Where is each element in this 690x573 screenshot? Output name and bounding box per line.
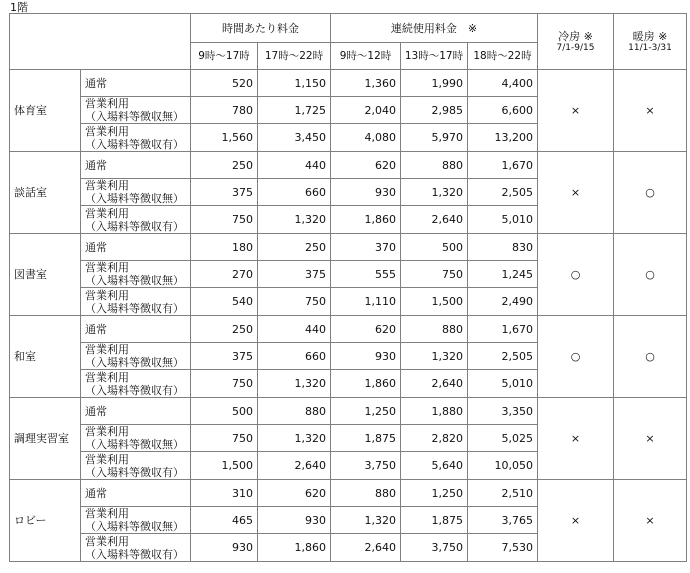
fee-value: 1,860 [258, 534, 331, 562]
usage-category-main: 通常 [85, 158, 107, 172]
table-row [10, 480, 687, 507]
col-header-hourly-9-17: 9時～17時 [191, 43, 258, 70]
usage-category-note: （入場料等徴収無） [85, 438, 184, 451]
fee-value: 1,670 [468, 152, 538, 179]
usage-category-main: 通常 [85, 486, 107, 500]
cooling-availability: × [538, 480, 614, 562]
heating-label: 暖房 ※ [632, 29, 668, 43]
fee-value: 1,150 [258, 70, 331, 97]
fee-value: 540 [191, 288, 258, 316]
fee-value: 1,320 [258, 370, 331, 398]
heating-availability: × [614, 480, 687, 562]
heating-availability: ○ [614, 152, 687, 234]
fee-value: 7,530 [468, 534, 538, 562]
fee-value: 930 [258, 507, 331, 534]
fee-value: 500 [191, 398, 258, 425]
fee-value: 2,640 [331, 534, 401, 562]
facility-name: ロビー [10, 480, 81, 562]
fee-value: 6,600 [468, 97, 538, 124]
usage-category-note: （入場料等徴収無） [85, 520, 184, 533]
fee-value: 2,505 [468, 343, 538, 370]
usage-category-note: （入場料等徴収有） [85, 465, 184, 479]
heating-period: 11/1-3/31 [628, 42, 672, 53]
fee-value: 555 [331, 261, 401, 288]
fee-value: 2,510 [468, 480, 538, 507]
table-row [10, 316, 687, 343]
usage-category [81, 234, 191, 261]
usage-category-main: 営業利用 [85, 534, 129, 548]
usage-category-note: （入場料等徴収無） [85, 274, 184, 287]
heating-header [614, 14, 687, 70]
usage-category-main: 通常 [85, 322, 107, 336]
usage-category-note: （入場料等徴収無） [85, 356, 184, 369]
fee-value: 1,110 [331, 288, 401, 316]
fee-value: 620 [331, 152, 401, 179]
facility-name: 調理実習室 [10, 398, 81, 480]
continuous-fee-header: 連続使用料金 ※ [331, 14, 538, 43]
heating-availability: ○ [614, 316, 687, 398]
fee-value: 930 [331, 179, 401, 206]
fee-value: 2,820 [401, 425, 468, 452]
fee-value: 270 [191, 261, 258, 288]
fee-value: 750 [191, 370, 258, 398]
fee-value: 2,985 [401, 97, 468, 124]
fee-value: 1,880 [401, 398, 468, 425]
fee-value: 1,670 [468, 316, 538, 343]
fee-value: 930 [191, 534, 258, 562]
fee-value: 880 [401, 316, 468, 343]
fee-value: 620 [258, 480, 331, 507]
fee-value: 370 [331, 234, 401, 261]
fee-value: 780 [191, 97, 258, 124]
usage-category [81, 480, 191, 507]
fee-value: 180 [191, 234, 258, 261]
facility-name: 体育室 [10, 70, 81, 152]
fee-value: 500 [401, 234, 468, 261]
fee-value: 4,400 [468, 70, 538, 97]
cooling-availability: × [538, 70, 614, 152]
fee-value: 2,505 [468, 179, 538, 206]
usage-category [81, 425, 191, 452]
usage-category [81, 70, 191, 97]
usage-category-main: 営業利用 [85, 370, 129, 384]
fee-value: 310 [191, 480, 258, 507]
fee-value: 250 [191, 316, 258, 343]
fee-value: 2,490 [468, 288, 538, 316]
fee-value: 250 [258, 234, 331, 261]
fee-value: 3,765 [468, 507, 538, 534]
fee-value: 1,320 [401, 343, 468, 370]
usage-category [81, 288, 191, 316]
fee-value: 3,350 [468, 398, 538, 425]
fee-value: 375 [191, 179, 258, 206]
fee-value: 5,010 [468, 370, 538, 398]
cooling-availability: × [538, 152, 614, 234]
cooling-availability: ○ [538, 234, 614, 316]
facility-name: 和室 [10, 316, 81, 398]
usage-category [81, 179, 191, 206]
usage-category [81, 370, 191, 398]
fee-value: 930 [331, 343, 401, 370]
fee-value: 3,450 [258, 124, 331, 152]
fee-value: 750 [401, 261, 468, 288]
fee-value: 10,050 [468, 452, 538, 480]
corner-cell [10, 14, 191, 70]
fee-value: 4,080 [331, 124, 401, 152]
fee-value: 1,250 [331, 398, 401, 425]
fee-value: 2,640 [258, 452, 331, 480]
fee-value: 1,320 [258, 425, 331, 452]
table-row [10, 398, 687, 425]
floor-label: 1階 [10, 1, 28, 14]
fee-value: 250 [191, 152, 258, 179]
usage-category-main: 営業利用 [85, 343, 129, 356]
fee-value: 660 [258, 343, 331, 370]
fee-value: 660 [258, 179, 331, 206]
cooling-availability: ○ [538, 316, 614, 398]
fee-value: 1,320 [258, 206, 331, 234]
fee-value: 3,750 [331, 452, 401, 480]
fee-value: 1,360 [331, 70, 401, 97]
fee-value: 520 [191, 70, 258, 97]
fee-value: 2,040 [331, 97, 401, 124]
usage-category [81, 398, 191, 425]
col-header-cont-9-12: 9時～12時 [331, 43, 401, 70]
fee-value: 1,860 [331, 370, 401, 398]
table-row [10, 234, 687, 261]
usage-category [81, 534, 191, 562]
fee-value: 750 [258, 288, 331, 316]
usage-category-main: 通常 [85, 404, 107, 418]
fee-value: 1,320 [331, 507, 401, 534]
fee-value: 1,560 [191, 124, 258, 152]
usage-category-main: 営業利用 [85, 507, 129, 520]
usage-category-main: 営業利用 [85, 261, 129, 274]
fee-value: 620 [331, 316, 401, 343]
table-row [10, 70, 687, 97]
fee-value: 1,500 [401, 288, 468, 316]
usage-category-main: 営業利用 [85, 97, 129, 110]
usage-category-main: 営業利用 [85, 124, 129, 138]
fee-value: 1,245 [468, 261, 538, 288]
fee-value: 1,320 [401, 179, 468, 206]
hourly-fee-header: 時間あたり料金 [191, 14, 331, 43]
fee-value: 880 [258, 398, 331, 425]
fee-value: 5,010 [468, 206, 538, 234]
usage-category-main: 通常 [85, 240, 107, 254]
usage-category-note: （入場料等徴収有） [85, 137, 184, 151]
cooling-label: 冷房 ※ [558, 29, 593, 43]
fee-value: 5,970 [401, 124, 468, 152]
fee-value: 465 [191, 507, 258, 534]
fee-value: 880 [401, 152, 468, 179]
usage-category-main: 通常 [85, 76, 107, 90]
usage-category-main: 営業利用 [85, 179, 129, 192]
usage-category-note: （入場料等徴収無） [85, 192, 184, 205]
fee-value: 375 [258, 261, 331, 288]
fee-value: 440 [258, 316, 331, 343]
usage-category-main: 営業利用 [85, 206, 129, 220]
heating-availability: ○ [614, 234, 687, 316]
usage-category [81, 124, 191, 152]
usage-category [81, 507, 191, 534]
cooling-availability: × [538, 398, 614, 480]
col-header-cont-18-22: 18時～22時 [468, 43, 538, 70]
usage-category-main: 営業利用 [85, 288, 129, 302]
col-header-cont-13-17: 13時～17時 [401, 43, 468, 70]
fee-value: 880 [331, 480, 401, 507]
fee-value: 1,250 [401, 480, 468, 507]
facility-name: 図書室 [10, 234, 81, 316]
cooling-period: 7/1-9/15 [556, 42, 595, 53]
fee-table [9, 13, 687, 562]
heating-availability: × [614, 398, 687, 480]
usage-category-note: （入場料等徴収有） [85, 301, 184, 315]
fee-value: 3,750 [401, 534, 468, 562]
fee-value: 1,875 [331, 425, 401, 452]
fee-value: 1,860 [331, 206, 401, 234]
fee-value: 5,640 [401, 452, 468, 480]
fee-value: 2,640 [401, 206, 468, 234]
fee-value: 5,025 [468, 425, 538, 452]
usage-category [81, 316, 191, 343]
usage-category [81, 152, 191, 179]
fee-value: 750 [191, 425, 258, 452]
usage-category [81, 261, 191, 288]
usage-category [81, 452, 191, 480]
fee-value: 375 [191, 343, 258, 370]
heating-availability: × [614, 70, 687, 152]
fee-value: 1,500 [191, 452, 258, 480]
cooling-header [538, 14, 614, 70]
fee-value: 1,875 [401, 507, 468, 534]
fee-value: 13,200 [468, 124, 538, 152]
usage-category-note: （入場料等徴収有） [85, 383, 184, 397]
facility-name: 談話室 [10, 152, 81, 234]
fee-value: 440 [258, 152, 331, 179]
usage-category-note: （入場料等徴収有） [85, 547, 184, 561]
col-header-hourly-17-22: 17時～22時 [258, 43, 331, 70]
usage-category [81, 343, 191, 370]
usage-category [81, 97, 191, 124]
usage-category [81, 206, 191, 234]
usage-category-note: （入場料等徴収有） [85, 219, 184, 233]
table-row [10, 152, 687, 179]
fee-value: 750 [191, 206, 258, 234]
fee-value: 2,640 [401, 370, 468, 398]
usage-category-note: （入場料等徴収無） [85, 110, 184, 123]
fee-value: 1,990 [401, 70, 468, 97]
fee-value: 1,725 [258, 97, 331, 124]
usage-category-main: 営業利用 [85, 425, 129, 438]
usage-category-main: 営業利用 [85, 452, 129, 466]
fee-value: 830 [468, 234, 538, 261]
